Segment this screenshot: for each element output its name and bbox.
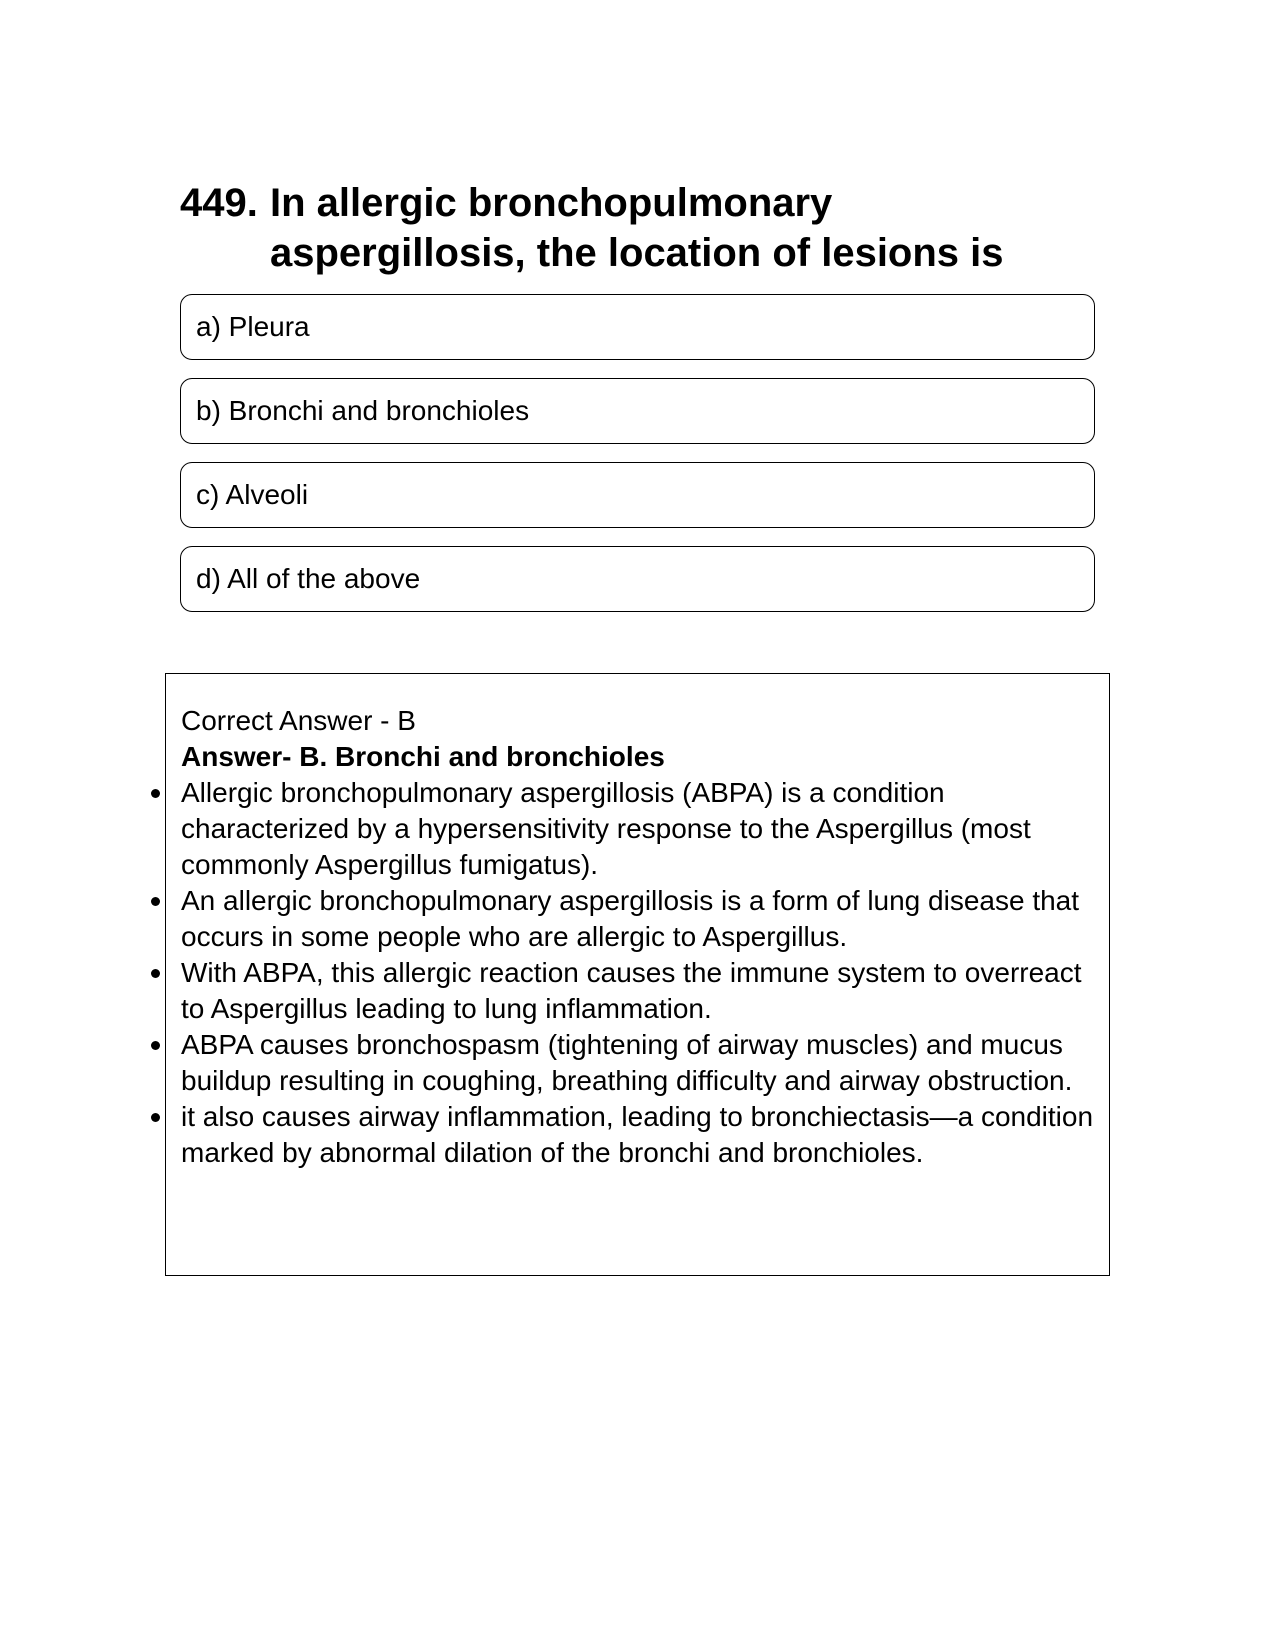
question-heading: [180, 178, 1080, 278]
explanation-text: With ABPA, this allergic reaction causes the immune system to overreact to Aspergillus leading to lung inflammation.: [181, 957, 1082, 1024]
option-c[interactable]: c) Alveoli: [180, 462, 1095, 528]
bullet-icon: [151, 1041, 160, 1050]
bullet-icon: [151, 1113, 160, 1122]
explanation-item: [181, 883, 1101, 955]
question-text: In allergic bronchopulmonary aspergillosis, the location of lesions is: [270, 181, 1004, 275]
answer-heading: Answer- B. Bronchi and bronchioles: [181, 741, 665, 772]
answer-explanation: [181, 703, 1101, 1171]
explanation-item: [181, 955, 1101, 1027]
explanation-item: [181, 775, 1101, 883]
question-number: 449.: [180, 181, 258, 225]
explanation-text: An allergic bronchopulmonary aspergillosis is a form of lung disease that occurs in some people who are allergic to Aspergillus.: [181, 885, 1080, 952]
option-d[interactable]: d) All of the above: [180, 546, 1095, 612]
bullet-icon: [151, 789, 160, 798]
explanation-item: [181, 1027, 1101, 1099]
bullet-icon: [151, 969, 160, 978]
option-b[interactable]: b) Bronchi and bronchioles: [180, 378, 1095, 444]
option-a[interactable]: a) Pleura: [180, 294, 1095, 360]
explanation-text: it also causes airway inflammation, leading to bronchiectasis—a condition marked by abnormal dilation of the bronchi and bronchioles.: [181, 1101, 1094, 1168]
explanation-item: [181, 1099, 1101, 1171]
explanation-text: Allergic bronchopulmonary aspergillosis (ABPA) is a condition characterized by a hypersensitivity response to the Aspergillus (most commonly Aspergillus fumigatus).: [181, 777, 1031, 880]
correct-answer-label: Correct Answer - B: [181, 705, 416, 736]
bullet-icon: [151, 897, 160, 906]
explanation-list: [181, 775, 1101, 1171]
explanation-text: ABPA causes bronchospasm (tightening of airway muscles) and mucus buildup resulting in coughing, breathing difficulty and airway obstruction.: [181, 1029, 1073, 1096]
